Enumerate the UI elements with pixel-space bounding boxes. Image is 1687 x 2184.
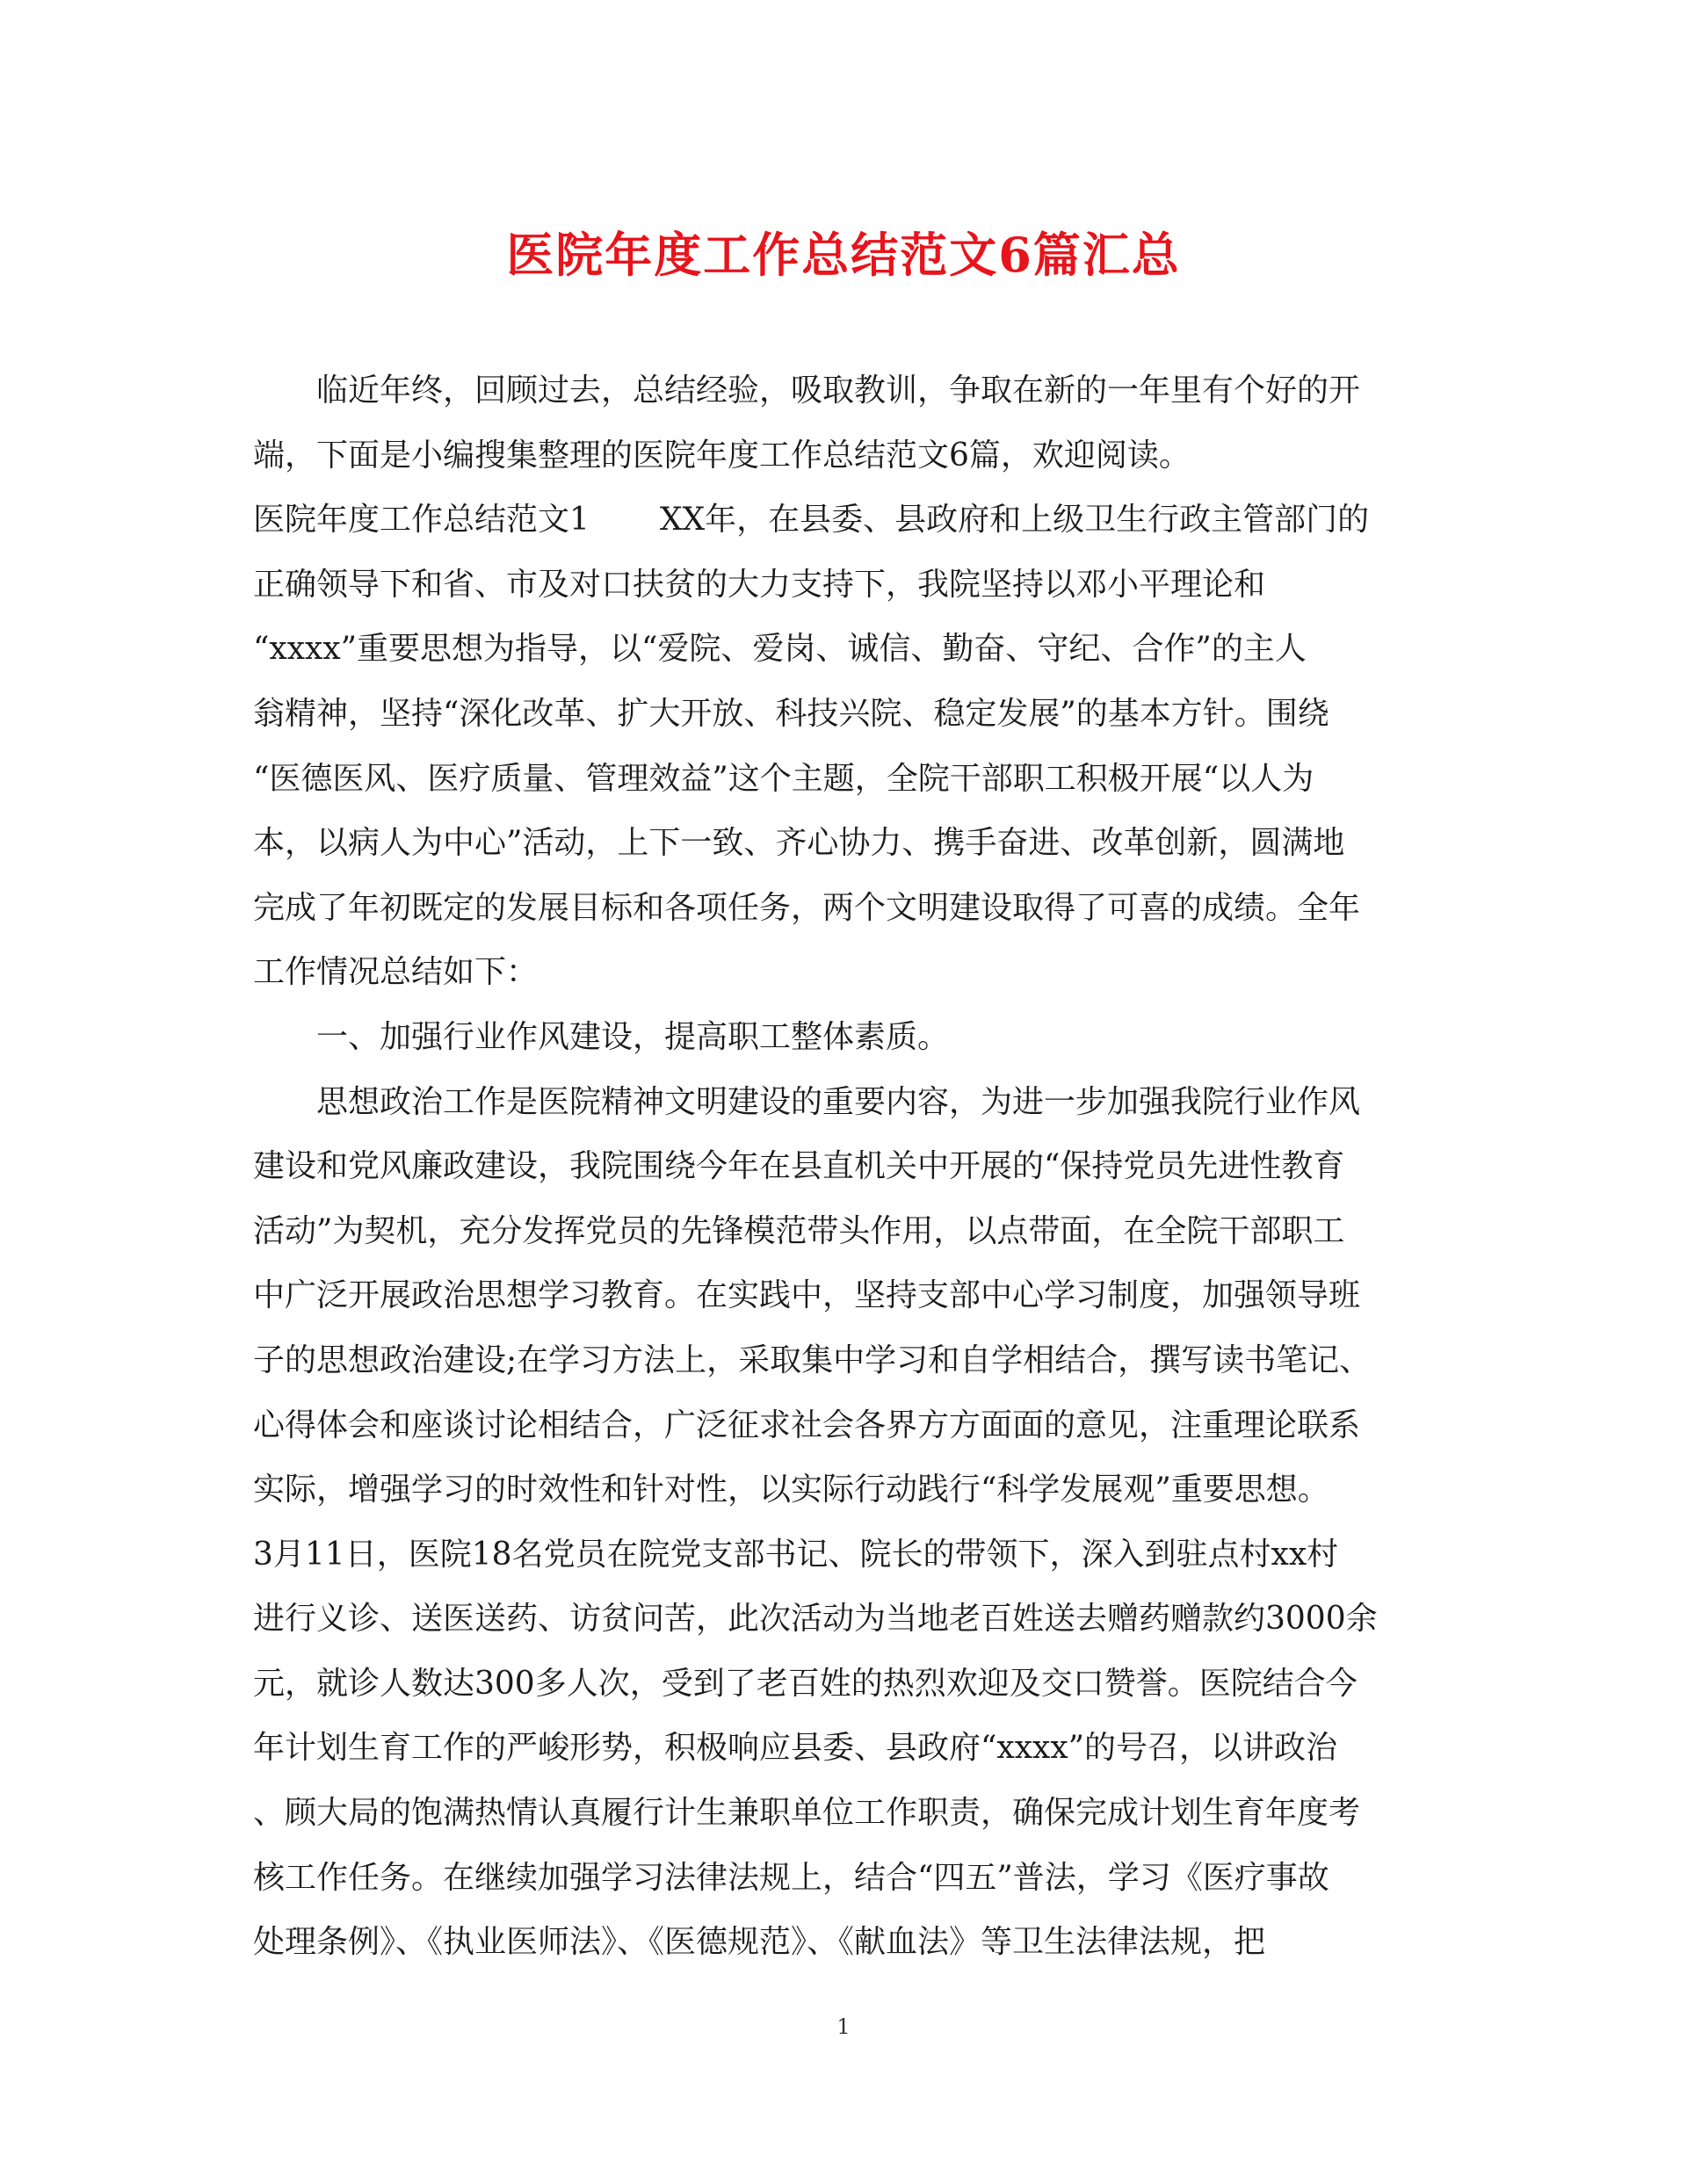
text-line: 端，下面是小编搜集整理的医院年度工作总结范文6篇，欢迎阅读。 bbox=[253, 437, 1191, 474]
text-line: 、顾大局的饱满热情认真履行计生兼职单位工作职责，确保完成计划生育年度考 bbox=[253, 1795, 1361, 1832]
section-heading-line bbox=[253, 488, 1422, 553]
subheading-line: 一、加强行业作风建设，提高职工整体素质。 bbox=[316, 1018, 950, 1055]
text-line: 子的思想政治建设;在学习方法上，采取集中学习和自学相结合，撰写读书笔记、 bbox=[253, 1341, 1372, 1378]
page-number: 1 bbox=[836, 2014, 851, 2039]
text-line: 年计划生育工作的严峻形势，积极响应县委、县政府“xxxx”的号召，以讲政治 bbox=[253, 1730, 1338, 1767]
text-line: 建设和党风廉政建设，我院围绕今年在县直机关中开展的“保持党员先进性教育 bbox=[253, 1148, 1345, 1185]
text-line: XX年，在县委、县政府和上级卫生行政主管部门的 bbox=[659, 502, 1370, 539]
text-line: 元，就诊人数达300多人次，受到了老百姓的热烈欢迎及交口赞誉。医院结合今 bbox=[253, 1665, 1358, 1702]
text-line: 实际，增强学习的时效性和针对性，以实际行动践行“科学发展观”重要思想。 bbox=[253, 1472, 1329, 1508]
text-line: 翁精神，坚持“深化改革、扩大开放、科技兴院、稳定发展”的基本方针。围绕 bbox=[253, 695, 1329, 732]
text-line: 活动”为契机，充分发挥党员的先锋模范带头作用，以点带面，在全院干部职工 bbox=[253, 1212, 1345, 1249]
section-heading: 医院年度工作总结范文1 bbox=[253, 502, 590, 539]
text-line: “xxxx”重要思想为指导，以“爱院、爱岗、诚信、勤奋、守纪、合作”的主人 bbox=[253, 631, 1307, 668]
text-line: 3月11日，医院18名党员在院党支部书记、院长的带领下，深入到驻点村xx村 bbox=[253, 1536, 1339, 1573]
text-line: “医德医风、医疗质量、管理效益”这个主题，全院干部职工积极开展“以人为 bbox=[253, 760, 1314, 797]
text-line: 心得体会和座谈讨论相结合，广泛征求社会各界方方面面的意见，注重理论联系 bbox=[253, 1407, 1361, 1443]
text-line: 进行义诊、送医送药、访贫问苦，此次活动为当地老百姓送去赠药赠款约3000余 bbox=[253, 1601, 1378, 1638]
text-line: 临近年终，回顾过去，总结经验，吸取教训，争取在新的一年里有个好的开 bbox=[316, 372, 1361, 409]
text-line: 完成了年初既定的发展目标和各项任务，两个文明建设取得了可喜的成绩。全年 bbox=[253, 889, 1361, 926]
text-line: 核工作任务。在继续加强学习法律法规上，结合“四五”普法，学习《医疗事故 bbox=[253, 1859, 1329, 1896]
document-title: 医院年度工作总结范文6篇汇总 bbox=[506, 227, 1181, 283]
text-line: 中广泛开展政治思想学习教育。在实践中，坚持支部中心学习制度，加强领导班 bbox=[253, 1277, 1361, 1314]
text-line: 处理条例》、《执业医师法》、《医德规范》、《献血法》等卫生法律法规，把 bbox=[253, 1924, 1266, 1961]
text-line: 正确领导下和省、市及对口扶贫的大力支持下，我院坚持以邓小平理论和 bbox=[253, 566, 1266, 603]
text-line: 思想政治工作是医院精神文明建设的重要内容，为进一步加强我院行业作风 bbox=[316, 1083, 1361, 1120]
document-body bbox=[253, 358, 1422, 1975]
text-line: 本，以病人为中心”活动，上下一致、齐心协力、携手奋进、改革创新，圆满地 bbox=[253, 825, 1345, 862]
text-line: 工作情况总结如下： bbox=[253, 954, 539, 991]
